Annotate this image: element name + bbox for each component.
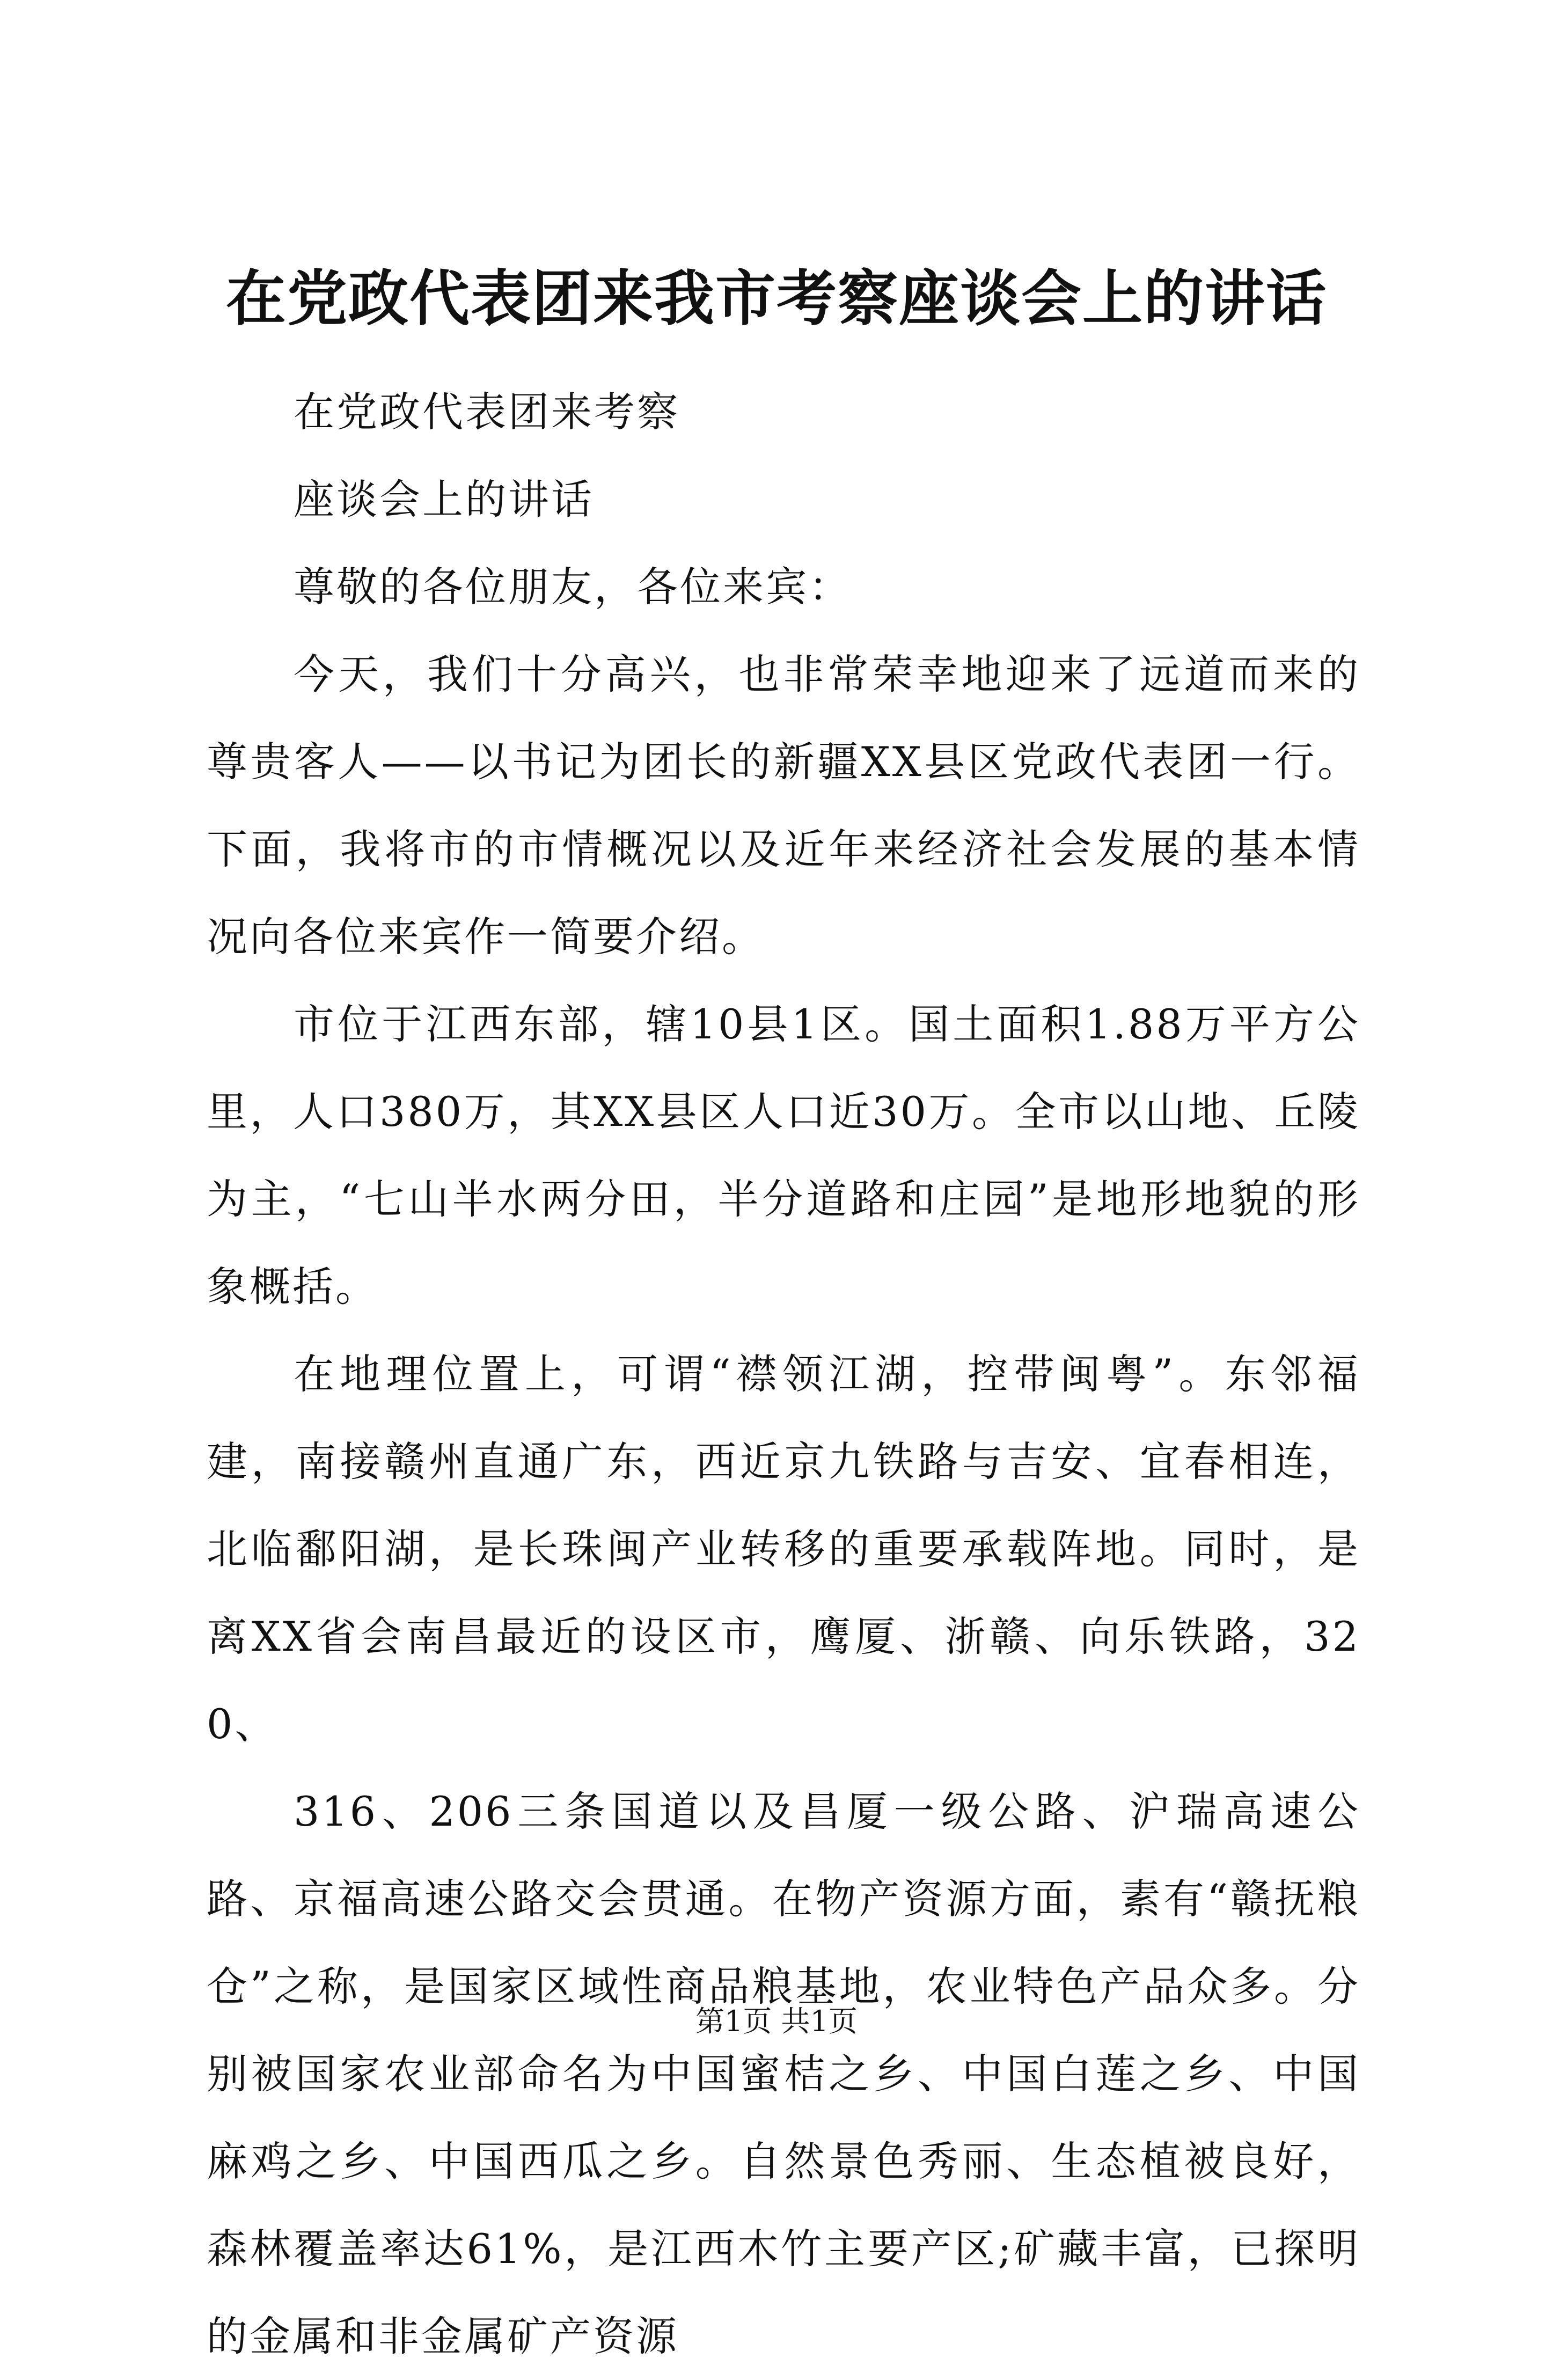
paragraph-heading-line-2: 座谈会上的讲话 <box>294 475 594 523</box>
paragraph-city-overview: 市位于江西东部，辖10县1区。国土面积1.88万平方公里，人口380万，其XX县区人口近30万。全市以山地、丘陵为主，“七山半水两分田，半分道路和庄园”是地形地貌的形象概括。 <box>207 1000 1360 1310</box>
page-title: 在党政代表团来我市考察座谈会上的讲话 <box>226 263 1327 334</box>
paragraph-geography: 在地理位置上，可谓“襟领江湖，控带闽粤”。东邻福建，南接赣州直通广东，西近京九铁路与吉安、宜春相连，北临鄱阳湖，是长珠闽产业转移的重要承载阵地。同时，是离XX省会南昌最近的设区市，鹰厦、浙赣、向乐铁路，320、 <box>207 1350 1360 1748</box>
paragraph-introduction: 今天，我们十分高兴，也非常荣幸地迎来了远道而来的尊贵客人——以书记为团长的新疆XX县区党政代表团一行。下面，我将市的市情概况以及近年来经济社会发展的基本情况向各位来宾作一简要介绍。 <box>207 650 1360 961</box>
paragraph-resources: 316、206三条国道以及昌厦一级公路、沪瑞高速公路、京福高速公路交会贯通。在物产资源方面，素有“赣抚粮仓”之称，是国家区域性商品粮基地，农业特色产品众多。分别被国家农业部命名为中国蜜桔之乡、中国白莲之乡、中国麻鸡之乡、中国西瓜之乡。自然景色秀丽、生态植被良好，森林覆盖率达61%，是江西木竹主要产区;矿藏丰富，已探明的金属和非金属矿产资源 <box>207 1788 1360 2360</box>
paragraph-salutation: 尊敬的各位朋友，各位来宾： <box>294 563 852 611</box>
page-footer: 第1页 共1页 <box>695 2004 858 2038</box>
document-body <box>207 368 1360 2380</box>
paragraph-heading-line-1: 在党政代表团来考察 <box>294 388 680 436</box>
